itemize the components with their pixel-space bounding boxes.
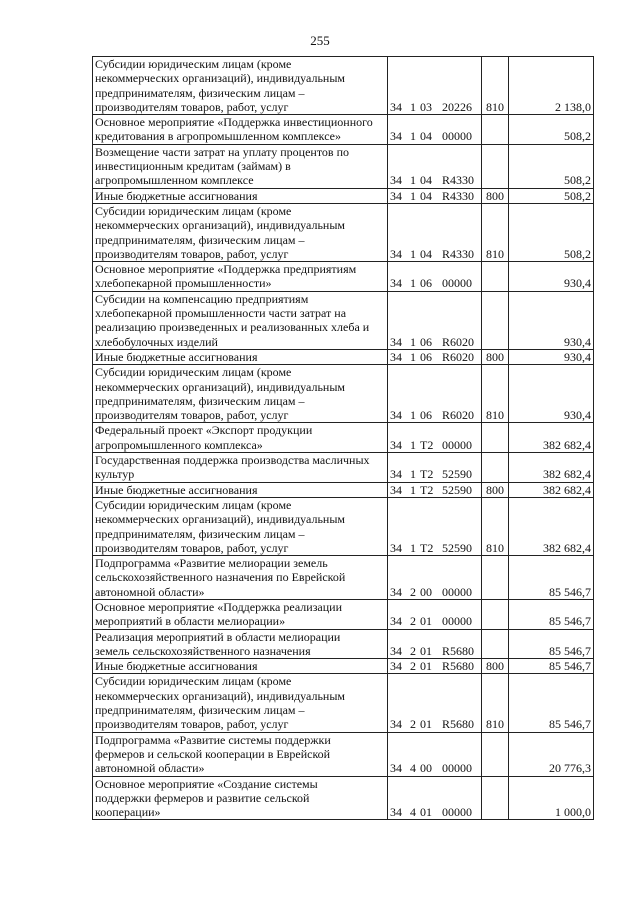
item-name-cell: Субсидии юридическим лицам (кроме некоммерческих организаций), индивидуальным предпринимателям, физическим лицам – производителям товаров, работ, услуг (93, 497, 388, 555)
code-part: R5680 (442, 643, 475, 658)
program-code-cell (388, 262, 482, 292)
expense-type-cell: 810 (482, 674, 509, 732)
item-name-cell: Субсидии юридическим лицам (кроме некоммерческих организаций), индивидуальным предпринимателям, физическим лицам – производителям товаров, работ, услуг (93, 365, 388, 423)
code-part: 1 (410, 408, 416, 423)
code-part: R5680 (442, 717, 475, 732)
table-row (93, 629, 594, 659)
program-code-cell (388, 482, 482, 497)
expense-type-cell (482, 144, 509, 188)
code-part: 2 (410, 584, 416, 599)
expense-type-cell (482, 629, 509, 659)
program-code-cell (388, 203, 482, 261)
code-part: 34 (390, 276, 402, 291)
expense-type-cell (482, 291, 509, 349)
item-name-cell: Иные бюджетные ассигнования (93, 659, 388, 674)
amount-cell: 508,2 (509, 203, 594, 261)
code-part: 1 (410, 188, 416, 203)
amount-cell: 85 546,7 (509, 599, 594, 629)
code-part: 1 (410, 334, 416, 349)
item-name-cell: Основное мероприятие «Поддержка реализации мероприятий в области мелиорации» (93, 599, 388, 629)
code-part: 34 (390, 467, 402, 482)
item-name-cell: Подпрограмма «Развитие мелиорации земель сельскохозяйственного назначения по Еврейской автономной области» (93, 556, 388, 600)
code-part: 34 (390, 188, 402, 203)
code-part: 34 (390, 761, 402, 776)
code-part: 04 (420, 188, 432, 203)
program-code-cell (388, 674, 482, 732)
item-name-cell: Государственная поддержка производства масличных культур (93, 453, 388, 483)
code-part: 34 (390, 614, 402, 629)
program-code-cell (388, 349, 482, 364)
expense-type-cell: 800 (482, 659, 509, 674)
code-part: 2 (410, 717, 416, 732)
expense-type-cell: 800 (482, 349, 509, 364)
code-part: 00000 (442, 276, 472, 291)
code-part: 34 (390, 408, 402, 423)
table-row (93, 144, 594, 188)
item-name-cell: Субсидии юридическим лицам (кроме некоммерческих организаций), индивидуальным предпринимателям, физическим лицам – производителям товаров, работ, услуг (93, 57, 388, 115)
code-part: 4 (410, 805, 416, 820)
code-part: 34 (390, 805, 402, 820)
table-row (93, 365, 594, 423)
code-part: 34 (390, 129, 402, 144)
item-name-cell: Возмещение части затрат на уплату процентов по инвестиционным кредитам (займам) в агропромышленном комплексе (93, 144, 388, 188)
expense-type-cell (482, 262, 509, 292)
item-name-cell: Иные бюджетные ассигнования (93, 188, 388, 203)
table-row (93, 482, 594, 497)
code-part: 00 (420, 761, 432, 776)
amount-cell: 382 682,4 (509, 423, 594, 453)
amount-cell: 2 138,0 (509, 57, 594, 115)
amount-cell: 930,4 (509, 262, 594, 292)
program-code-cell (388, 732, 482, 776)
code-part: 34 (390, 659, 402, 674)
code-part: 00 (420, 584, 432, 599)
amount-cell: 382 682,4 (509, 453, 594, 483)
code-part: 52590 (442, 482, 472, 497)
table-row (93, 674, 594, 732)
code-part: R4330 (442, 173, 475, 188)
code-part: 34 (390, 717, 402, 732)
amount-cell: 1 000,0 (509, 776, 594, 820)
code-part: 1 (410, 540, 416, 555)
program-code-cell (388, 556, 482, 600)
code-part: T2 (420, 437, 434, 452)
code-part: 34 (390, 540, 402, 555)
program-code-cell (388, 776, 482, 820)
item-name-cell: Иные бюджетные ассигнования (93, 482, 388, 497)
code-part: 34 (390, 173, 402, 188)
item-name-cell: Иные бюджетные ассигнования (93, 349, 388, 364)
code-part: 1 (410, 482, 416, 497)
program-code-cell (388, 365, 482, 423)
item-name-cell: Основное мероприятие «Поддержка предприятиям хлебопекарной промышленности» (93, 262, 388, 292)
code-part: 1 (410, 173, 416, 188)
code-part: 1 (410, 437, 416, 452)
item-name-cell: Основное мероприятие «Создание системы поддержки фермеров и развитие сельской кооперации» (93, 776, 388, 820)
code-part: 1 (410, 467, 416, 482)
item-name-cell: Субсидии юридическим лицам (кроме некоммерческих организаций), индивидуальным предпринимателям, физическим лицам – производителям товаров, работ, услуг (93, 674, 388, 732)
expense-type-cell: 800 (482, 482, 509, 497)
code-part: R4330 (442, 246, 475, 261)
code-part: 01 (420, 659, 432, 674)
expense-type-cell (482, 776, 509, 820)
code-part: 4 (410, 761, 416, 776)
budget-table (92, 56, 594, 820)
amount-cell: 930,4 (509, 291, 594, 349)
program-code-cell (388, 629, 482, 659)
code-part: 34 (390, 349, 402, 364)
program-code-cell (388, 599, 482, 629)
code-part: 06 (420, 276, 432, 291)
program-code-cell (388, 453, 482, 483)
program-code-cell (388, 144, 482, 188)
program-code-cell (388, 291, 482, 349)
code-part: 1 (410, 246, 416, 261)
amount-cell: 930,4 (509, 365, 594, 423)
table-row (93, 349, 594, 364)
code-part: 04 (420, 173, 432, 188)
amount-cell: 508,2 (509, 188, 594, 203)
code-part: T2 (420, 467, 434, 482)
code-part: 20226 (442, 99, 472, 114)
code-part: 03 (420, 99, 432, 114)
table-row (93, 497, 594, 555)
code-part: 2 (410, 659, 416, 674)
table-row (93, 659, 594, 674)
program-code-cell (388, 57, 482, 115)
table-row (93, 732, 594, 776)
expense-type-cell: 810 (482, 203, 509, 261)
code-part: 34 (390, 246, 402, 261)
code-part: 1 (410, 349, 416, 364)
code-part: 01 (420, 717, 432, 732)
code-part: 34 (390, 99, 402, 114)
table-row (93, 453, 594, 483)
item-name-cell: Субсидии юридическим лицам (кроме некоммерческих организаций), индивидуальным предпринимателям, физическим лицам – производителям товаров, работ, услуг (93, 203, 388, 261)
amount-cell: 508,2 (509, 144, 594, 188)
code-part: 00000 (442, 761, 472, 776)
expense-type-cell (482, 115, 509, 145)
table-row (93, 115, 594, 145)
code-part: 00000 (442, 614, 472, 629)
amount-cell: 20 776,3 (509, 732, 594, 776)
expense-type-cell: 800 (482, 188, 509, 203)
code-part: 00000 (442, 437, 472, 452)
code-part: 1 (410, 276, 416, 291)
amount-cell: 85 546,7 (509, 556, 594, 600)
code-part: 06 (420, 334, 432, 349)
code-part: 2 (410, 643, 416, 658)
code-part: T2 (420, 540, 434, 555)
code-part: 01 (420, 805, 432, 820)
code-part: 00000 (442, 584, 472, 599)
code-part: 34 (390, 643, 402, 658)
code-part: 34 (390, 584, 402, 599)
code-part: 34 (390, 482, 402, 497)
amount-cell: 382 682,4 (509, 497, 594, 555)
amount-cell: 85 546,7 (509, 629, 594, 659)
program-code-cell (388, 115, 482, 145)
code-part: 34 (390, 437, 402, 452)
expense-type-cell: 810 (482, 365, 509, 423)
code-part: R6020 (442, 408, 475, 423)
item-name-cell: Подпрограмма «Развитие системы поддержки фермеров и сельской кооперации в Еврейской автономной области» (93, 732, 388, 776)
code-part: 1 (410, 99, 416, 114)
amount-cell: 85 546,7 (509, 659, 594, 674)
expense-type-cell: 810 (482, 497, 509, 555)
code-part: 01 (420, 643, 432, 658)
code-part: R6020 (442, 334, 475, 349)
amount-cell: 382 682,4 (509, 482, 594, 497)
code-part: 04 (420, 129, 432, 144)
table-row (93, 203, 594, 261)
program-code-cell (388, 659, 482, 674)
code-part: R5680 (442, 659, 475, 674)
table-row (93, 57, 594, 115)
table-row (93, 291, 594, 349)
item-name-cell: Основное мероприятие «Поддержка инвестиционного кредитования в агропромышленном комплексе» (93, 115, 388, 145)
item-name-cell: Реализация мероприятий в области мелиорации земель сельскохозяйственного назначения (93, 629, 388, 659)
code-part: 00000 (442, 805, 472, 820)
expense-type-cell (482, 599, 509, 629)
table-row (93, 599, 594, 629)
code-part: 34 (390, 334, 402, 349)
table-row (93, 188, 594, 203)
code-part: 52590 (442, 467, 472, 482)
code-part: 52590 (442, 540, 472, 555)
amount-cell: 930,4 (509, 349, 594, 364)
code-part: 2 (410, 614, 416, 629)
code-part: 06 (420, 349, 432, 364)
item-name-cell: Федеральный проект «Экспорт продукции агропромышленного комплекса» (93, 423, 388, 453)
amount-cell: 508,2 (509, 115, 594, 145)
code-part: 01 (420, 614, 432, 629)
program-code-cell (388, 188, 482, 203)
table-row (93, 776, 594, 820)
expense-type-cell (482, 423, 509, 453)
expense-type-cell: 810 (482, 57, 509, 115)
code-part: R4330 (442, 188, 475, 203)
program-code-cell (388, 497, 482, 555)
program-code-cell (388, 423, 482, 453)
code-part: 1 (410, 129, 416, 144)
expense-type-cell (482, 732, 509, 776)
table-row (93, 556, 594, 600)
code-part: 00000 (442, 129, 472, 144)
page-number: 255 (310, 33, 330, 48)
table-row (93, 423, 594, 453)
code-part: R6020 (442, 349, 475, 364)
expense-type-cell (482, 453, 509, 483)
expense-type-cell (482, 556, 509, 600)
code-part: T2 (420, 482, 434, 497)
item-name-cell: Субсидии на компенсацию предприятиям хлебопекарной промышленности части затрат на реализацию произведенных и реализованных хлеба и хлебобулочных изделий (93, 291, 388, 349)
code-part: 06 (420, 408, 432, 423)
amount-cell: 85 546,7 (509, 674, 594, 732)
code-part: 04 (420, 246, 432, 261)
table-row (93, 262, 594, 292)
